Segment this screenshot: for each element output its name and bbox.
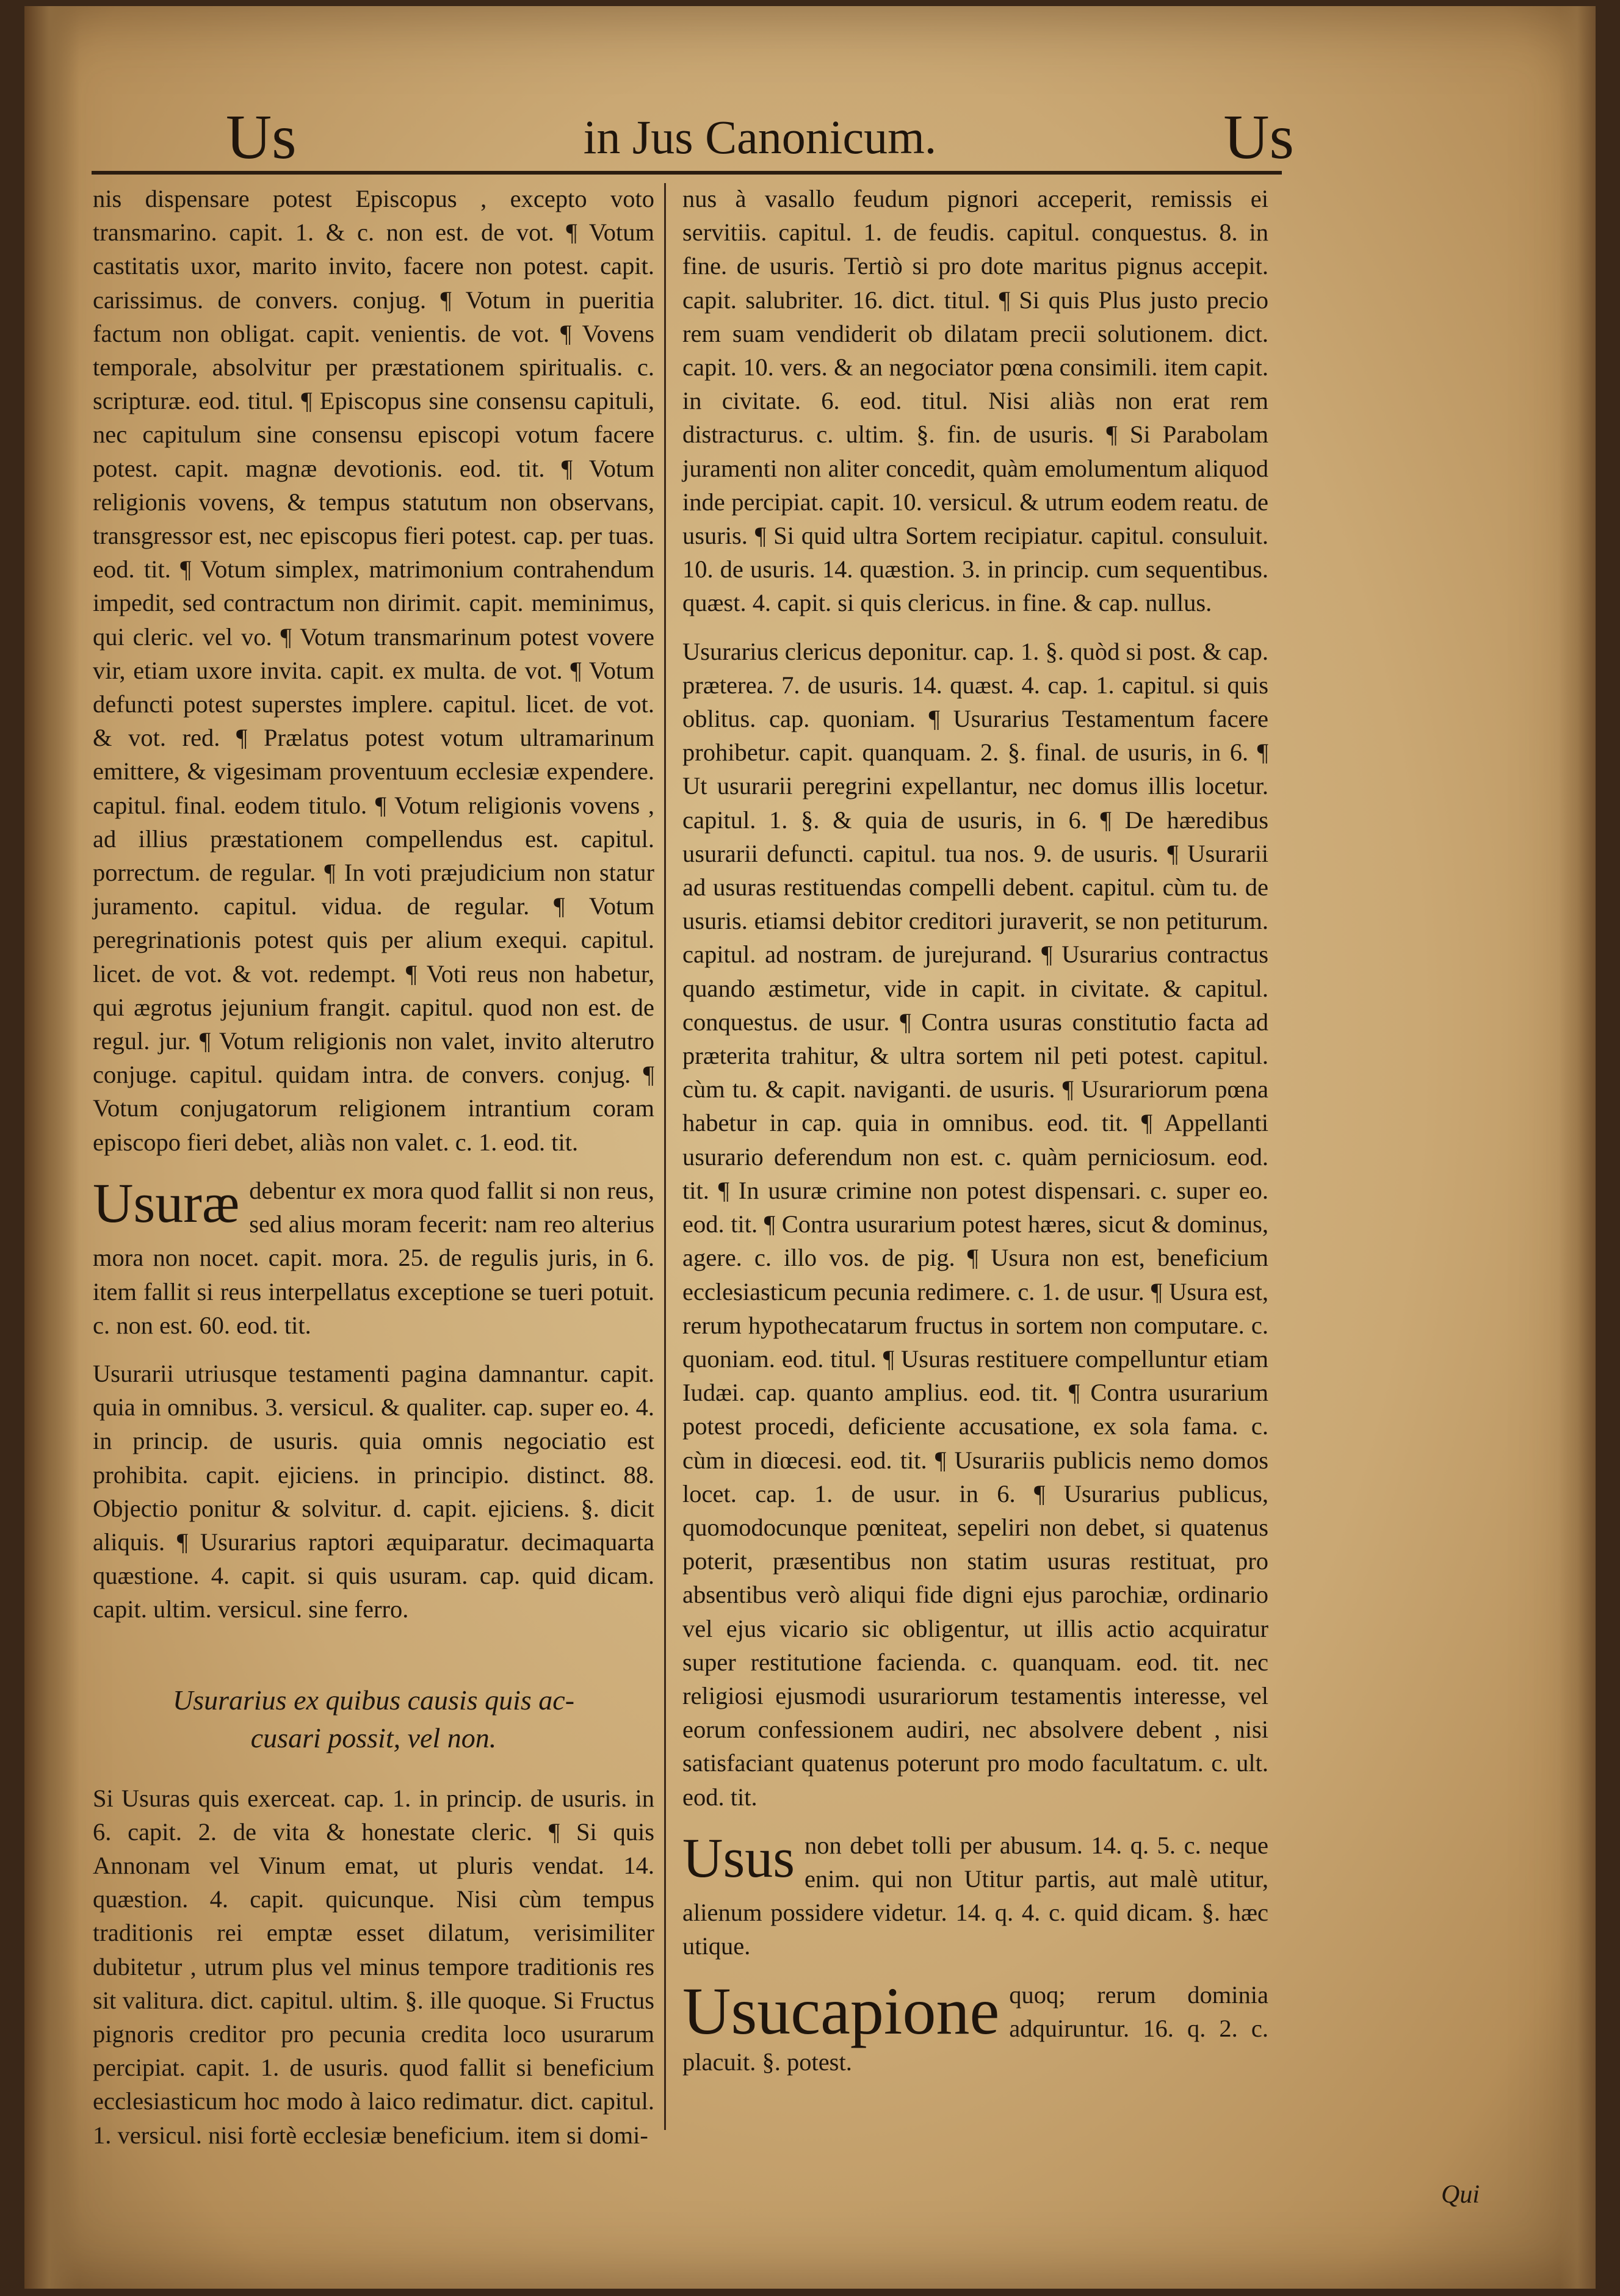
right-column [682, 182, 1268, 2135]
running-title: in Jus Canonicum. [583, 110, 937, 164]
header-rule [92, 171, 1282, 175]
entry-usucapione [682, 1973, 1268, 2079]
section-heading-line: Usurarius ex quibus causis quis ac- [172, 1684, 575, 1716]
paragraph: Usurarius clericus deponitur. cap. 1. §. quòd si post. & cap. præterea. 7. de usuris. 14. quæst. 4. cap. 1. capitul. si quis oblitus. cap. quoniam. ¶ Usurarius Testamentum facere prohibetur. capit. quanquam. 2. §. final. de usuris, in 6. ¶ Ut usurarii peregrini expellantur, nec domus illis locetur. capitul. 1. §. & quia de usuris, in 6. ¶ De hæredibus usurarii defuncti. capitul. tua nos. 9. de usuris. ¶ Usurarii ad usuras restituendas compelli debent. capitul. cùm tu. de usuris. etiamsi debitor creditori juraverit, se non petiturum. capitul. ad nostram. de jurejurand. ¶ Usurarius contractus quando æstimetur, vide in capit. in civitate. & capitul. conquestus. de usur. ¶ Contra usuras constitutio facta ad præterita trahitur, & ultra sortem nil peti potest. capitul. cùm tu. & capit. naviganti. de usuris. ¶ Usurariorum pœna habetur in cap. quia in omnibus. eod. tit. ¶ Appellanti usurario deferendum non est. c. quàm perniciosum. eod. tit. ¶ In usuræ crimine non potest dispensari. c. super eo. eod. tit. ¶ Contra usurarium potest hæres, sicut & dominus, agere. c. illo vos. de pig. ¶ Usura non est, beneficium ecclesiasticum pecunia redimere. c. 1. de usur. ¶ Usura est, rerum hypothecatarum fructus in sortem non computare. c. quoniam. eod. titul. ¶ Usuras restituere compelluntur etiam Iudæi. cap. quanto amplius. eod. tit. ¶ Contra usurarium potest procedi, deficiente accusatione, ex sola fama. c. cùm in diœcesi. eod. tit. ¶ Usurariis publicis nemo domos locet. cap. 1. de usur. in 6. ¶ Usurarius publicus, quomodocunque pœniteat, sepeliri non debet, si quatenus poterit, præsentibus non statim usuras restituat, pro absentibus verò aliqui fide digni ejus parochiæ, ordinario vel ejus vicario sic obligentur, ut illis actio acquiratur super restitutione facienda. c. quanquam. eod. tit. nec religiosi ejusmodi usurariorum testamentis interesse, vel eorum confessionem audiri, nec absolvere debent , nisi satisfaciant quatenus poterunt pro modo facultatum. c. ult. eod. tit. [682, 637, 1268, 1811]
paragraph: Si Usuras quis exerceat. cap. 1. in princip. de usuris. in 6. capit. 2. de vita & honestate cleric. ¶ Si quis Annonam vel Vinum emat, ut pluris vendat. 14. quæstion. 4. capit. quicunque. Nisi cùm tempus traditionis rei emptæ esset dilatum, verisimiliter dubitetur , utrum plus vel minus tempore traditionis res sit valitura. dict. capitul. ultim. §. ille quoque. Si Fructus pignoris creditor pro pecunia credita loco usurarum percipiat. capit. 1. de usuris. quod fallit si beneficium ecclesiasticum hoc modo à laico redimatur. dict. capitul. 1. versicul. nisi fortè ecclesiæ beneficium. item si domi- [93, 1784, 654, 2149]
book-spine-shadow [24, 6, 79, 2289]
section-heading-line: cusari possit, vel non. [250, 1722, 497, 1753]
page-edge-shadow [1559, 6, 1596, 2289]
entry-headword: Usus [682, 1826, 795, 1889]
catchword: Qui [1441, 2181, 1480, 2209]
headword-left: Us [226, 102, 297, 172]
running-header [226, 98, 1294, 177]
paragraph: non debet tolli per abusum. 14. q. 5. c. neque enim. qui non Utitur partis, aut malè utitur, alienum possidere videtur. 14. q. 4. c. quid dicam. §. hæc utique. [682, 1831, 1268, 1960]
entry-headword: Usuræ [93, 1171, 240, 1234]
entry-usurae [93, 1171, 654, 1342]
entry-usus [682, 1828, 1268, 1963]
left-column [93, 182, 654, 2149]
entry-headword: Usucapione [682, 1973, 1000, 2048]
section-heading [93, 1681, 654, 1757]
book-page [24, 6, 1596, 2289]
headword-right: Us [1223, 102, 1294, 172]
column-divider [664, 183, 666, 2130]
paragraph: nus à vasallo feudum pignori acceperit, remissis ei servitiis. capitul. 1. de feudis. capitul. conquestus. 8. in fine. de usuris. Tertiò si pro dote maritus pignus accepit. capit. salubriter. 16. dict. titul. ¶ Si quis Plus justo precio rem suam vendiderit ob dilatam precii solutionem. dict. capit. 10. vers. & an negociator pœna consimili. item capit. in civitate. 6. eod. titul. Nisi aliàs non erat rem distracturus. c. ultim. §. fin. de usuris. ¶ Si Parabolam juramenti non aliter concedit, quàm emolumentum aliquod inde percipiat. capit. 10. versicul. & utrum eodem reatu. de usuris. ¶ Si quid ultra Sortem recipiatur. capitul. consuluit. 10. de usuris. 14. quæstion. 3. in princip. cum sequentibus. quæst. 4. capit. si quis clericus. in fine. & cap. nullus. [682, 185, 1268, 617]
paragraph: nis dispensare potest Episcopus , excepto voto transmarino. capit. 1. & c. non est. de vot. ¶ Votum castitatis uxor, marito invito, facere non potest. capit. carissimus. de convers. conjug. ¶ Votum in pueritia factum non obligat. capit. venientis. de vot. ¶ Vovens temporale, absolvitur per præstationem spiritualis. c. scripturæ. eod. titul. ¶ Episcopus sine consensu capituli, nec capitulum sine consensu episcopi votum facere potest. capit. magnæ devotionis. eod. tit. ¶ Votum religionis vovens, & tempus statutum non observans, transgressor est, nec episcopus fieri potest. cap. per tuas. eod. tit. ¶ Votum simplex, matrimonium contrahendum impedit, sed contractum non dirimit. capit. meminimus, qui cleric. vel vo. ¶ Votum transmarinum potest vovere vir, etiam uxore invita. capit. ex multa. de vot. ¶ Votum defuncti potest superstes implere. capitul. licet. de vot. & vot. red. ¶ Prælatus potest votum ultramarinum emittere, & vigesimam proventuum ecclesiæ expendere. capitul. final. eodem titulo. ¶ Votum religionis vovens , ad illius præstationem compellendus est. capitul. porrectum. de regular. ¶ In voti præjudicium non statur juramento. capitul. vidua. de regular. ¶ Votum peregrinationis potest quis per alium exequi. capitul. licet. de vot. & vot. redempt. ¶ Voti reus non habetur, qui ægrotus jejunium frangit. capitul. quod non est. de regul. jur. ¶ Votum religionis non valet, invito alterutro conjuge. capitul. quidam intra. de convers. conjug. ¶ Votum conjugatorum religionem intrantium coram episcopo fieri debet, aliàs non valet. c. 1. eod. tit. [93, 185, 654, 1156]
paragraph: debentur ex mora quod fallit si non reus, sed alius moram fecerit: nam reo alterius mora non nocet. capit. mora. 25. de regulis juris, in 6. item fallit si reus interpellatus exceptione se tueri potuit. c. non est. 60. eod. tit. [93, 1176, 654, 1339]
paragraph: quoq; rerum dominia adquiruntur. 16. q. 2. c. placuit. §. potest. [682, 1980, 1268, 2076]
paragraph: Usurarii utriusque testamenti pagina damnantur. capit. quia in omnibus. 3. versicul. & qualiter. cap. super eo. 4. in princip. de usuris. quia omnis negociatio est prohibita. capit. ejiciens. in principio. distinct. 88. Objectio ponitur & solvitur. d. capit. ejiciens. §. dicit aliquis. ¶ Usurarius raptori æquiparatur. decimaquarta quæstione. 4. capit. si quis usuram. cap. quid dicam. capit. ultim. versicul. sine ferro. [93, 1359, 654, 1623]
